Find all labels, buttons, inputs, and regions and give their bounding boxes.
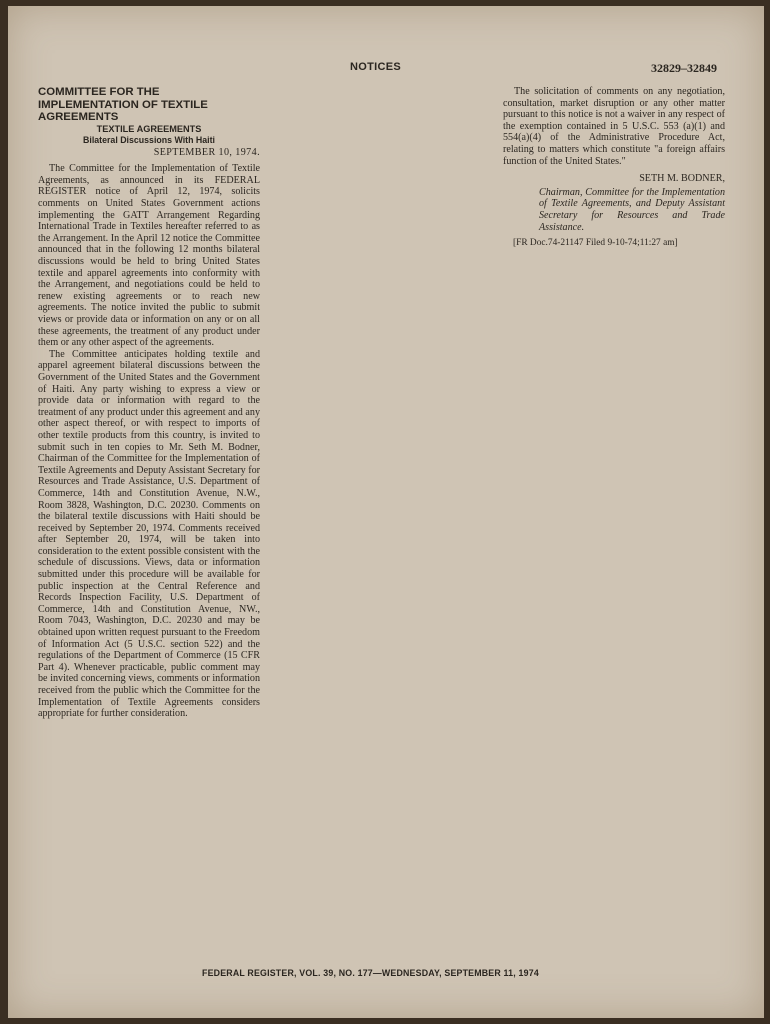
article-subsubheading: Bilateral Discussions With Haiti	[83, 135, 215, 146]
column-3	[503, 86, 725, 250]
paragraph-3: The solicitation of comments on any negotiation, consultation, market disruption or any other matter pursuant to this notice is not a waiver in any respect of the exemption contained in 5 U.S.C. 553 (a)(1) and 554(a)(4) of the Administrative Procedure Act, relating to matters which constitute "a foreign affairs function of the United States."	[503, 86, 725, 167]
paragraph-2: The Committee anticipates holding textile and apparel agreement bilateral discussions between the Government of the United States and the Government of Haiti. Any party wishing to express a view or provide data or information with regard to the treatment of any product under this agreement and any other aspect thereof, or with respect to imports of other textile products from this country, is invited to submit such in ten copies to Mr. Seth M. Bodner, Chairman of the Committee for the Implementation of Textile Agreements and Deputy Assistant Secretary for Resources and Trade Assistance, U.S. Department of Commerce, 14th and Constitution Avenue, N.W., Room 3828, Washington, D.C. 20230. Comments on the bilateral textile discussions with Haiti should be received by September 20, 1974. Comments received after September 20, 1974, will be taken into consideration to the extent possible consistent with the schedule of discussions. Views, data or information submitted under this procedure will be available for public inspection at the Central Reference and Records Inspection Facility, U.S. Department of Commerce, 14th and Constitution Avenue, NW., Room 7043, Washington, D.C. 20230 and may be obtained upon written request pursuant to the Freedom of Information Act (5 U.S.C. section 522) and the regulations of the Department of Commerce (15 CFR Part 4). Whenever practicable, public comment may be invited concerning views, comments or information received from the public which the Committee for the Implementation of Textile Agreements considers appropriate for further consideration.	[38, 348, 260, 720]
article-heading: COMMITTEE FOR THE IMPLEMENTATION OF TEXTILE AGREEMENTS	[38, 86, 208, 123]
article-subheading: TEXTILE AGREEMENTS	[96, 123, 202, 134]
document-page	[8, 6, 764, 1018]
paragraph-1: The Committee for the Implementation of Textile Agreements, as announced in its FEDERAL REGISTER notice of April 12, 1974, solicits comments on United States Government actions implementing the GATT Arrangement Regarding International Trade in Textiles hereafter referred to as the Arrangement. In the April 12 notice the Committee announced that in the following 12 months bilateral discussions would be held to bring United States textile and apparel agreements into conformity with the Arrangement, and negotiations could be held to renew existing agreements or to reach new agreements. The notice invited the public to submit views or provide data or information on any or on all these agreements, the treatment of any product under them or any other aspect of the agreements.	[38, 163, 260, 349]
section-title: NOTICES	[350, 61, 401, 73]
filed-line: [FR Doc.74-21147 Filed 9-10-74;11:27 am]	[513, 238, 678, 249]
signature-title: Chairman, Committee for the Implementation of Textile Agreements, and Deputy Assistant Secretary for Resources and Trade Assistance.	[539, 186, 725, 233]
page-footer: FEDERAL REGISTER, VOL. 39, NO. 177—WEDNESDAY, SEPTEMBER 11, 1974	[202, 968, 539, 978]
signature-name: SETH M. BODNER,	[639, 173, 725, 185]
column-1	[38, 86, 260, 720]
page-range: 32829–32849	[651, 61, 717, 75]
notice-date: SEPTEMBER 10, 1974.	[153, 146, 260, 158]
